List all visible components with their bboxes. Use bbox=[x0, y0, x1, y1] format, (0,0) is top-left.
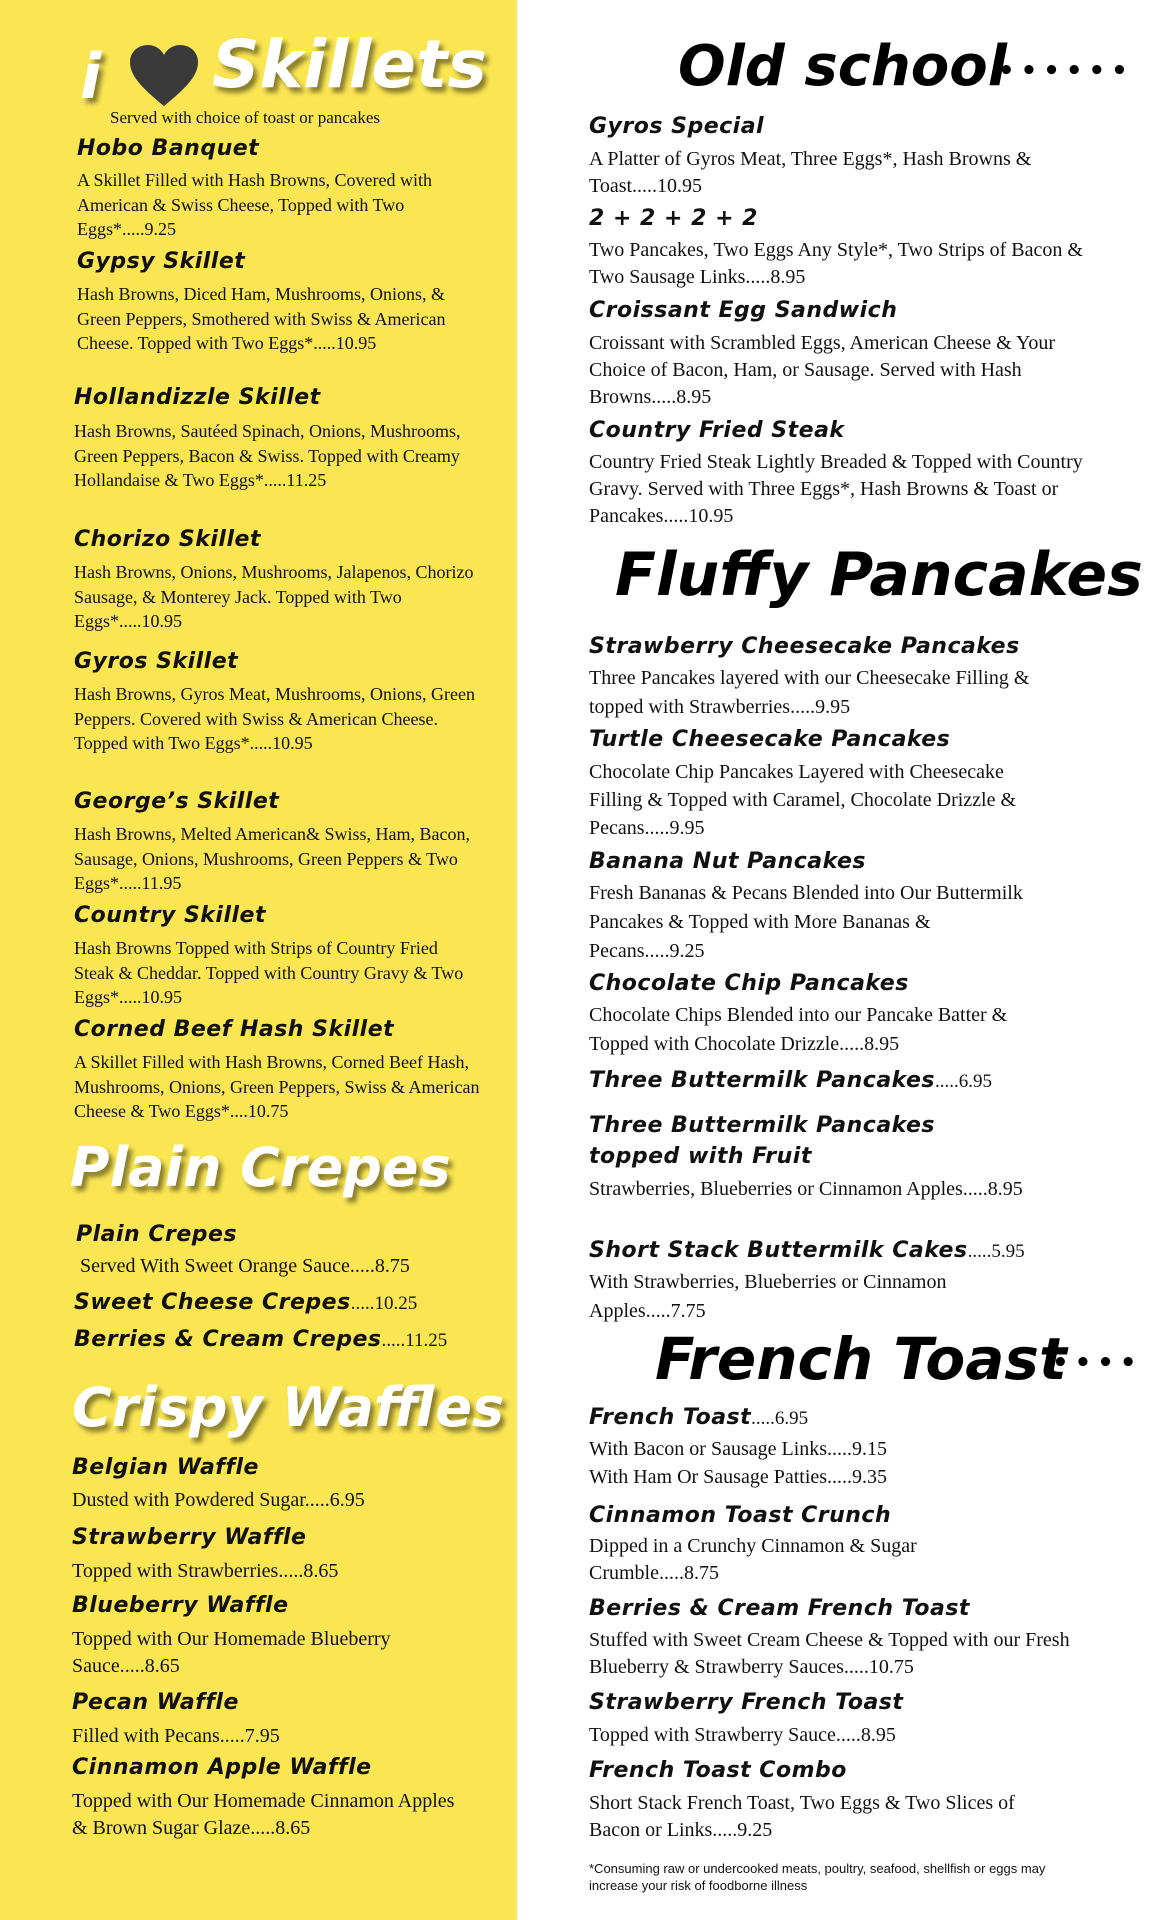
pancake-item-name: Strawberry Cheesecake Pancakes bbox=[589, 634, 1020, 659]
french-toast-item-desc: Dipped in a Crunchy Cinnamon & Sugar Crumble.....8.75 bbox=[589, 1535, 917, 1584]
footnote: *Consuming raw or undercooked meats, poultry, seafood, shellfish or eggs may increase your risk of foodborne illness bbox=[589, 1861, 1046, 1893]
french-toast-item-name: French Toast Combo bbox=[589, 1758, 847, 1783]
crepe-item-name bbox=[74, 1290, 417, 1315]
heart-icon bbox=[128, 44, 200, 108]
old-school-item-desc: Country Fried Steak Lightly Breaded & Topped with Country Gravy. Served with Three Eggs*, Hash Browns & Toast or Pancakes.....10.95 bbox=[589, 451, 1083, 527]
french-toast-dots: •••• bbox=[1052, 1348, 1143, 1378]
skillet-item-name: Hobo Banquet bbox=[77, 136, 260, 161]
waffles-title: Crispy Waffles bbox=[72, 1376, 505, 1439]
waffle-item-desc: Dusted with Powdered Sugar.....6.95 bbox=[72, 1489, 365, 1511]
skillets-title-prefix: i bbox=[80, 40, 102, 113]
skillet-item-desc: A Skillet Filled with Hash Browns, Covered with American & Swiss Cheese, Topped with Two Eggs*.....9.25 bbox=[77, 170, 432, 239]
pancake-item-name bbox=[589, 1238, 1025, 1263]
skillets-title: Skillets bbox=[212, 26, 487, 103]
french-toast-item-name: Strawberry French Toast bbox=[589, 1690, 904, 1715]
crepes-title: Plain Crepes bbox=[70, 1136, 451, 1199]
waffle-item-desc: Topped with Our Homemade Cinnamon Apples & Brown Sugar Glaze.....8.65 bbox=[72, 1790, 455, 1839]
old-school-item-desc: Two Pancakes, Two Eggs Any Style*, Two Strips of Bacon & Two Sausage Links.....8.95 bbox=[589, 239, 1083, 288]
skillet-item-desc: Hash Browns, Melted American& Swiss, Ham, Bacon, Sausage, Onions, Mushrooms, Green Peppers & Two Eggs*.....11.95 bbox=[74, 824, 470, 893]
skillet-item-desc: A Skillet Filled with Hash Browns, Corned Beef Hash, Mushrooms, Onions, Green Peppers, Swiss & American Cheese & Two Eggs*....10.75 bbox=[74, 1052, 480, 1121]
pancake-item-name: Three Buttermilk Pancakes topped with Fruit bbox=[589, 1113, 936, 1169]
skillet-item-name: George’s Skillet bbox=[74, 789, 280, 814]
french-toast-item-name bbox=[589, 1405, 808, 1430]
french-toast-item-desc: Topped with Strawberry Sauce.....8.95 bbox=[589, 1724, 896, 1746]
pancake-item-label: Three Buttermilk Pancakes bbox=[589, 1068, 936, 1093]
pancake-item-label: Short Stack Buttermilk Cakes bbox=[589, 1238, 968, 1263]
waffle-item-name: Blueberry Waffle bbox=[72, 1593, 289, 1618]
french-toast-item-label: French Toast bbox=[589, 1405, 752, 1430]
french-toast-title: French Toast bbox=[655, 1325, 1067, 1393]
waffle-item-desc: Filled with Pecans.....7.95 bbox=[72, 1725, 280, 1747]
skillet-item-name: Gyros Skillet bbox=[74, 649, 239, 674]
skillet-item-name: Corned Beef Hash Skillet bbox=[74, 1017, 395, 1042]
skillets-subtitle: Served with choice of toast or pancakes bbox=[110, 108, 381, 127]
old-school-item-name: Gyros Special bbox=[589, 114, 765, 139]
skillet-item-name: Chorizo Skillet bbox=[74, 527, 261, 552]
crepe-item-price: .....11.25 bbox=[381, 1330, 448, 1351]
skillet-item-desc: Hash Browns, Diced Ham, Mushrooms, Onions, & Green Peppers, Smothered with Swiss & American Cheese. Topped with Two Eggs*.....10.95 bbox=[77, 284, 446, 353]
skillet-item-desc: Hash Browns Topped with Strips of Country Fried Steak & Cheddar. Topped with Country Gravy & Two Eggs*.....10.95 bbox=[74, 938, 464, 1007]
crepe-item-label: Sweet Cheese Crepes bbox=[74, 1290, 351, 1315]
pancake-item-name: Banana Nut Pancakes bbox=[589, 849, 867, 874]
french-toast-item-desc: With Ham Or Sausage Patties.....9.35 bbox=[589, 1466, 888, 1488]
crepe-item-name bbox=[74, 1327, 447, 1352]
pancake-item-desc: Strawberries, Blueberries or Cinnamon Apples.....8.95 bbox=[589, 1178, 1023, 1200]
pancake-item-desc: Fresh Bananas & Pecans Blended into Our Buttermilk Pancakes & Topped with More Bananas & Pecans.....9.25 bbox=[589, 882, 1023, 962]
crepe-item-desc: Served With Sweet Orange Sauce.....8.75 bbox=[80, 1255, 410, 1277]
skillet-item-desc: Hash Browns, Sautéed Spinach, Onions, Mushrooms, Green Peppers, Bacon & Swiss. Topped with Creamy Hollandaise & Two Eggs*.....11.25 bbox=[74, 421, 461, 490]
skillet-item-name: Gypsy Skillet bbox=[77, 249, 246, 274]
waffle-item-desc: Topped with Our Homemade Blueberry Sauce.....8.65 bbox=[72, 1628, 391, 1677]
french-toast-item-price: .....6.95 bbox=[751, 1408, 809, 1429]
skillet-item-desc: Hash Browns, Gyros Meat, Mushrooms, Onions, Green Peppers. Covered with Swiss & American Cheese. Topped with Two Eggs*.....10.95 bbox=[74, 684, 475, 753]
pancake-item-price: .....5.95 bbox=[967, 1241, 1025, 1262]
crepe-item-name: Plain Crepes bbox=[76, 1222, 238, 1247]
waffle-item-desc: Topped with Strawberries.....8.65 bbox=[72, 1560, 339, 1582]
waffle-item-name: Pecan Waffle bbox=[72, 1690, 239, 1715]
waffle-item-name: Belgian Waffle bbox=[72, 1455, 259, 1480]
waffle-item-name: Cinnamon Apple Waffle bbox=[72, 1755, 372, 1780]
french-toast-item-name: Berries & Cream French Toast bbox=[589, 1596, 970, 1621]
pancake-item-price: .....6.95 bbox=[935, 1071, 993, 1092]
old-school-title: Old school bbox=[678, 34, 1007, 99]
old-school-item-desc: Croissant with Scrambled Eggs, American Cheese & Your Choice of Bacon, Ham, or Sausage. Served with Hash Browns.....8.95 bbox=[589, 332, 1056, 408]
crepe-item-label: Berries & Cream Crepes bbox=[74, 1327, 382, 1352]
old-school-item-desc: A Platter of Gyros Meat, Three Eggs*, Hash Browns & Toast.....10.95 bbox=[589, 148, 1032, 197]
skillet-item-name: Hollandizzle Skillet bbox=[74, 385, 321, 410]
pancake-item-name: Turtle Cheesecake Pancakes bbox=[589, 727, 951, 752]
pancake-item-desc: Chocolate Chips Blended into our Pancake Batter & Topped with Chocolate Drizzle.....8.95 bbox=[589, 1004, 1008, 1055]
pancakes-title: Fluffy Pancakes bbox=[615, 540, 1143, 610]
french-toast-item-desc: Short Stack French Toast, Two Eggs & Two Slices of Bacon or Links.....9.25 bbox=[589, 1792, 1015, 1841]
french-toast-item-desc: With Bacon or Sausage Links.....9.15 bbox=[589, 1438, 888, 1460]
old-school-dots: •••••• bbox=[998, 56, 1134, 86]
pancake-item-desc: Chocolate Chip Pancakes Layered with Cheesecake Filling & Topped with Caramel, Chocolate Drizzle & Pecans.....9.95 bbox=[589, 761, 1017, 839]
waffle-item-name: Strawberry Waffle bbox=[72, 1525, 307, 1550]
pancake-item-name: Chocolate Chip Pancakes bbox=[589, 971, 909, 996]
pancake-item-desc: With Strawberries, Blueberries or Cinnamon Apples.....7.75 bbox=[589, 1271, 947, 1322]
pancake-item-desc: Three Pancakes layered with our Cheesecake Filling & topped with Strawberries.....9.95 bbox=[589, 667, 1030, 718]
pancake-item-name bbox=[589, 1068, 992, 1093]
french-toast-item-desc: Stuffed with Sweet Cream Cheese & Topped with our Fresh Blueberry & Strawberry Sauces.....10.75 bbox=[589, 1629, 1070, 1678]
old-school-item-name: Country Fried Steak bbox=[589, 418, 845, 443]
skillet-item-name: Country Skillet bbox=[74, 903, 266, 928]
old-school-item-name: Croissant Egg Sandwich bbox=[589, 298, 898, 323]
crepe-item-price: .....10.25 bbox=[350, 1293, 418, 1314]
old-school-item-name: 2 + 2 + 2 + 2 bbox=[589, 206, 758, 231]
french-toast-item-name: Cinnamon Toast Crunch bbox=[589, 1503, 892, 1528]
skillet-item-desc: Hash Browns, Onions, Mushrooms, Jalapenos, Chorizo Sausage, & Monterey Jack. Topped with Two Eggs*.....10.95 bbox=[74, 562, 474, 631]
